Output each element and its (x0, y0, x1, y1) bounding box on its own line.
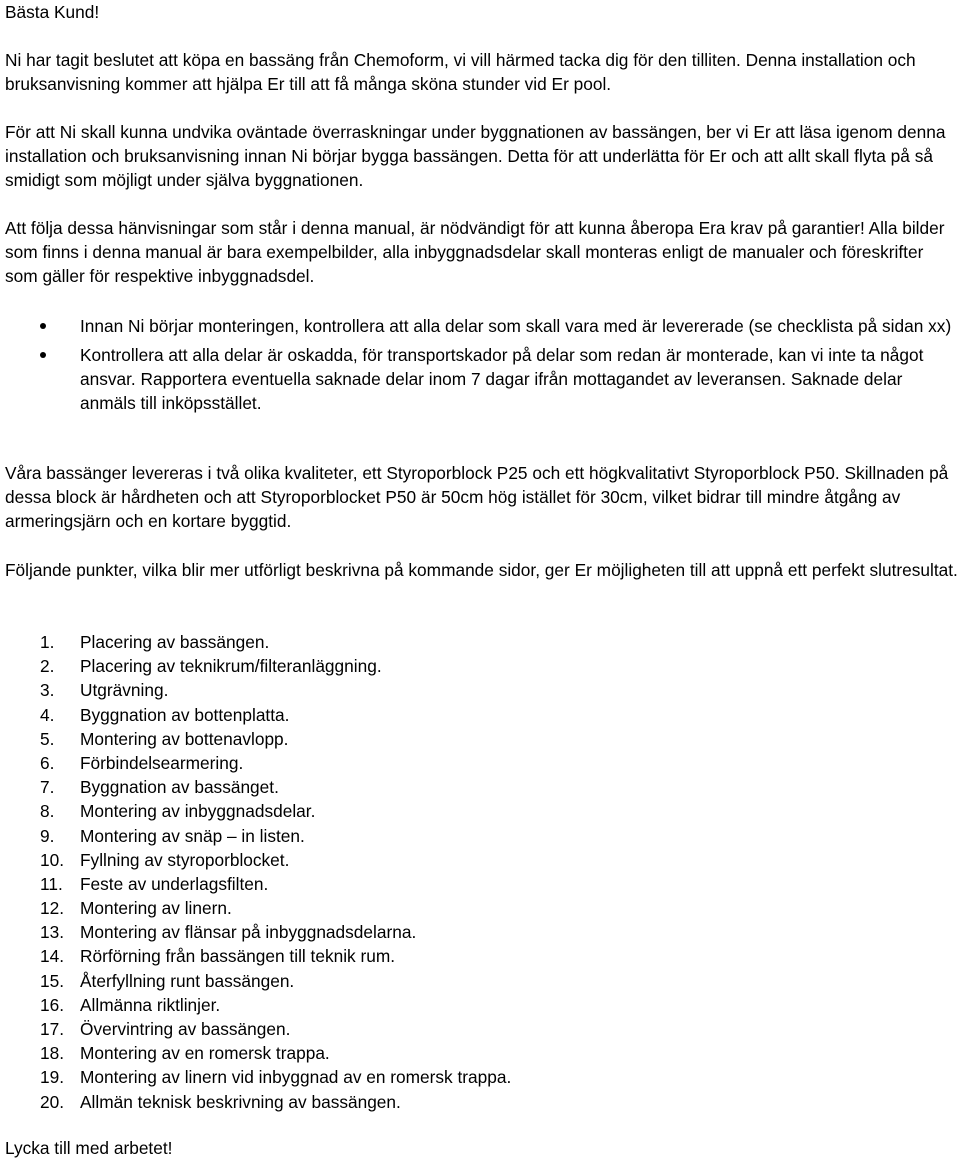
list-item (0, 848, 511, 872)
step-number: 18. (40, 1043, 65, 1064)
step-text: Byggnation av bottenplatta. (80, 704, 290, 725)
step-text: Montering av snäp – in listen. (80, 825, 305, 846)
step-text: Montering av bottenavlopp. (80, 728, 289, 749)
bullet-icon (40, 323, 46, 329)
warranty-paragraph: Att följa dessa hänvisningar som står i denna manual, är nödvändigt för att kunna åberopa Era krav på garantier! Alla bilder som finns i denna manual är bara exempelbilder, alla inbyggnadsdelar skall monteras enligt de manualer och föreskrifter som gäller för respektive inbyggnadsdel. (5, 218, 945, 286)
step-text: Förbindelsearmering. (80, 752, 244, 773)
list-item (0, 920, 511, 944)
step-number: 20. (40, 1091, 65, 1112)
step-number: 2. (40, 656, 55, 677)
bullet-text: Kontrollera att alla delar är oskadda, för transportskador på delar som redan är monterade, kan vi inte ta något ansvar. Rapportera eventuella saknade delar inom 7 dagar ifrån mottagandet av leveransen. Saknade delar anmäls till inköpsstället. (80, 345, 924, 413)
step-text: Montering av linern. (80, 898, 232, 919)
step-number: 6. (40, 752, 55, 773)
steps-list (0, 630, 511, 1114)
list-item (0, 896, 511, 920)
list-item (0, 751, 511, 775)
step-number: 11. (40, 873, 63, 894)
step-text: Feste av underlagsfilten. (80, 873, 269, 894)
list-item (0, 1041, 511, 1065)
list-item (0, 944, 511, 968)
list-item (0, 727, 511, 751)
bullet-icon (40, 352, 46, 358)
step-number: 7. (40, 777, 55, 798)
list-item (0, 824, 511, 848)
instructions-paragraph: För att Ni skall kunna undvika oväntade överraskningar under byggnationen av bassängen, ber vi Er att läsa igenom denna installation och bruksanvisning innan Ni börjar bygga bassängen. Detta för att underlätta för Er och att allt skall flyta på så smidigt som möjligt under själva byggnationen. (5, 122, 946, 190)
greeting: Bästa Kund! (5, 2, 100, 22)
quality-paragraph: Våra bassänger levereras i två olika kvaliteter, ett Styroporblock P25 och ett högkvalitativt Styroporblock P50. Skillnaden på dessa block är hårdheten och att Styroporblocket P50 är 50cm hög istället för 30cm, vilket bidrar till mindre åtgång av armeringsjärn och en kortare byggtid. (5, 463, 949, 531)
step-number: 1. (40, 632, 55, 652)
step-number: 16. (40, 994, 65, 1015)
checklist-bullets (0, 314, 960, 420)
list-item (0, 799, 511, 823)
list-item (0, 654, 511, 678)
step-text: Återfyllning runt bassängen. (80, 970, 295, 991)
step-text: Utgrävning. (80, 680, 169, 701)
step-number: 13. (40, 922, 65, 943)
list-item (0, 1090, 511, 1114)
step-number: 9. (40, 825, 55, 846)
step-number: 14. (40, 946, 65, 967)
step-number: 17. (40, 1019, 65, 1039)
step-text: Placering av bassängen. (80, 632, 270, 652)
list-item (0, 1065, 511, 1089)
list-item (0, 775, 511, 799)
step-text: Övervintring av bassängen. (80, 1019, 291, 1039)
step-text: Montering av flänsar på inbyggnadsdelarna. (80, 922, 417, 943)
list-item (0, 703, 511, 727)
bullet-text: Innan Ni börjar monteringen, kontrollera att alla delar som skall vara med är levererade (se checklista på sidan xx) (80, 316, 952, 336)
step-number: 5. (40, 728, 55, 749)
list-item (0, 630, 511, 654)
list-item (0, 969, 511, 993)
closing-line: Lycka till med arbetet! (5, 1138, 173, 1158)
step-text: Allmänna riktlinjer. (80, 994, 221, 1015)
list-item (0, 872, 511, 896)
list-item (0, 678, 511, 702)
intro-paragraph: Ni har tagit beslutet att köpa en bassäng från Chemoform, vi vill härmed tacka dig för den tilliten. Denna installation och bruksanvisning kommer att hjälpa Er till att få många sköna stunder vid Er pool. (5, 50, 916, 94)
step-number: 15. (40, 970, 65, 991)
list-item (0, 343, 960, 415)
step-number: 10. (40, 849, 65, 870)
step-text: Rörförning från bassängen till teknik rum. (80, 946, 396, 967)
step-number: 4. (40, 704, 55, 725)
step-text: Montering av inbyggnadsdelar. (80, 801, 316, 822)
list-item (0, 993, 511, 1017)
step-text: Byggnation av bassänget. (80, 777, 279, 798)
list-item (0, 1017, 511, 1041)
step-text: Placering av teknikrum/filteranläggning. (80, 656, 382, 677)
step-text: Allmän teknisk beskrivning av bassängen. (80, 1091, 401, 1112)
list-item (0, 314, 960, 338)
step-number: 3. (40, 680, 55, 701)
step-text: Montering av linern vid inbyggnad av en romersk trappa. (80, 1067, 512, 1088)
step-number: 19. (40, 1067, 65, 1088)
step-text: Montering av en romersk trappa. (80, 1043, 330, 1064)
step-number: 8. (40, 801, 55, 822)
step-text: Fyllning av styroporblocket. (80, 849, 290, 870)
step-number: 12. (40, 898, 65, 919)
steps-intro-paragraph: Följande punkter, vilka blir mer utförligt beskrivna på kommande sidor, ger Er möjligheten till att uppnå ett perfekt slutresultat. (5, 560, 958, 580)
